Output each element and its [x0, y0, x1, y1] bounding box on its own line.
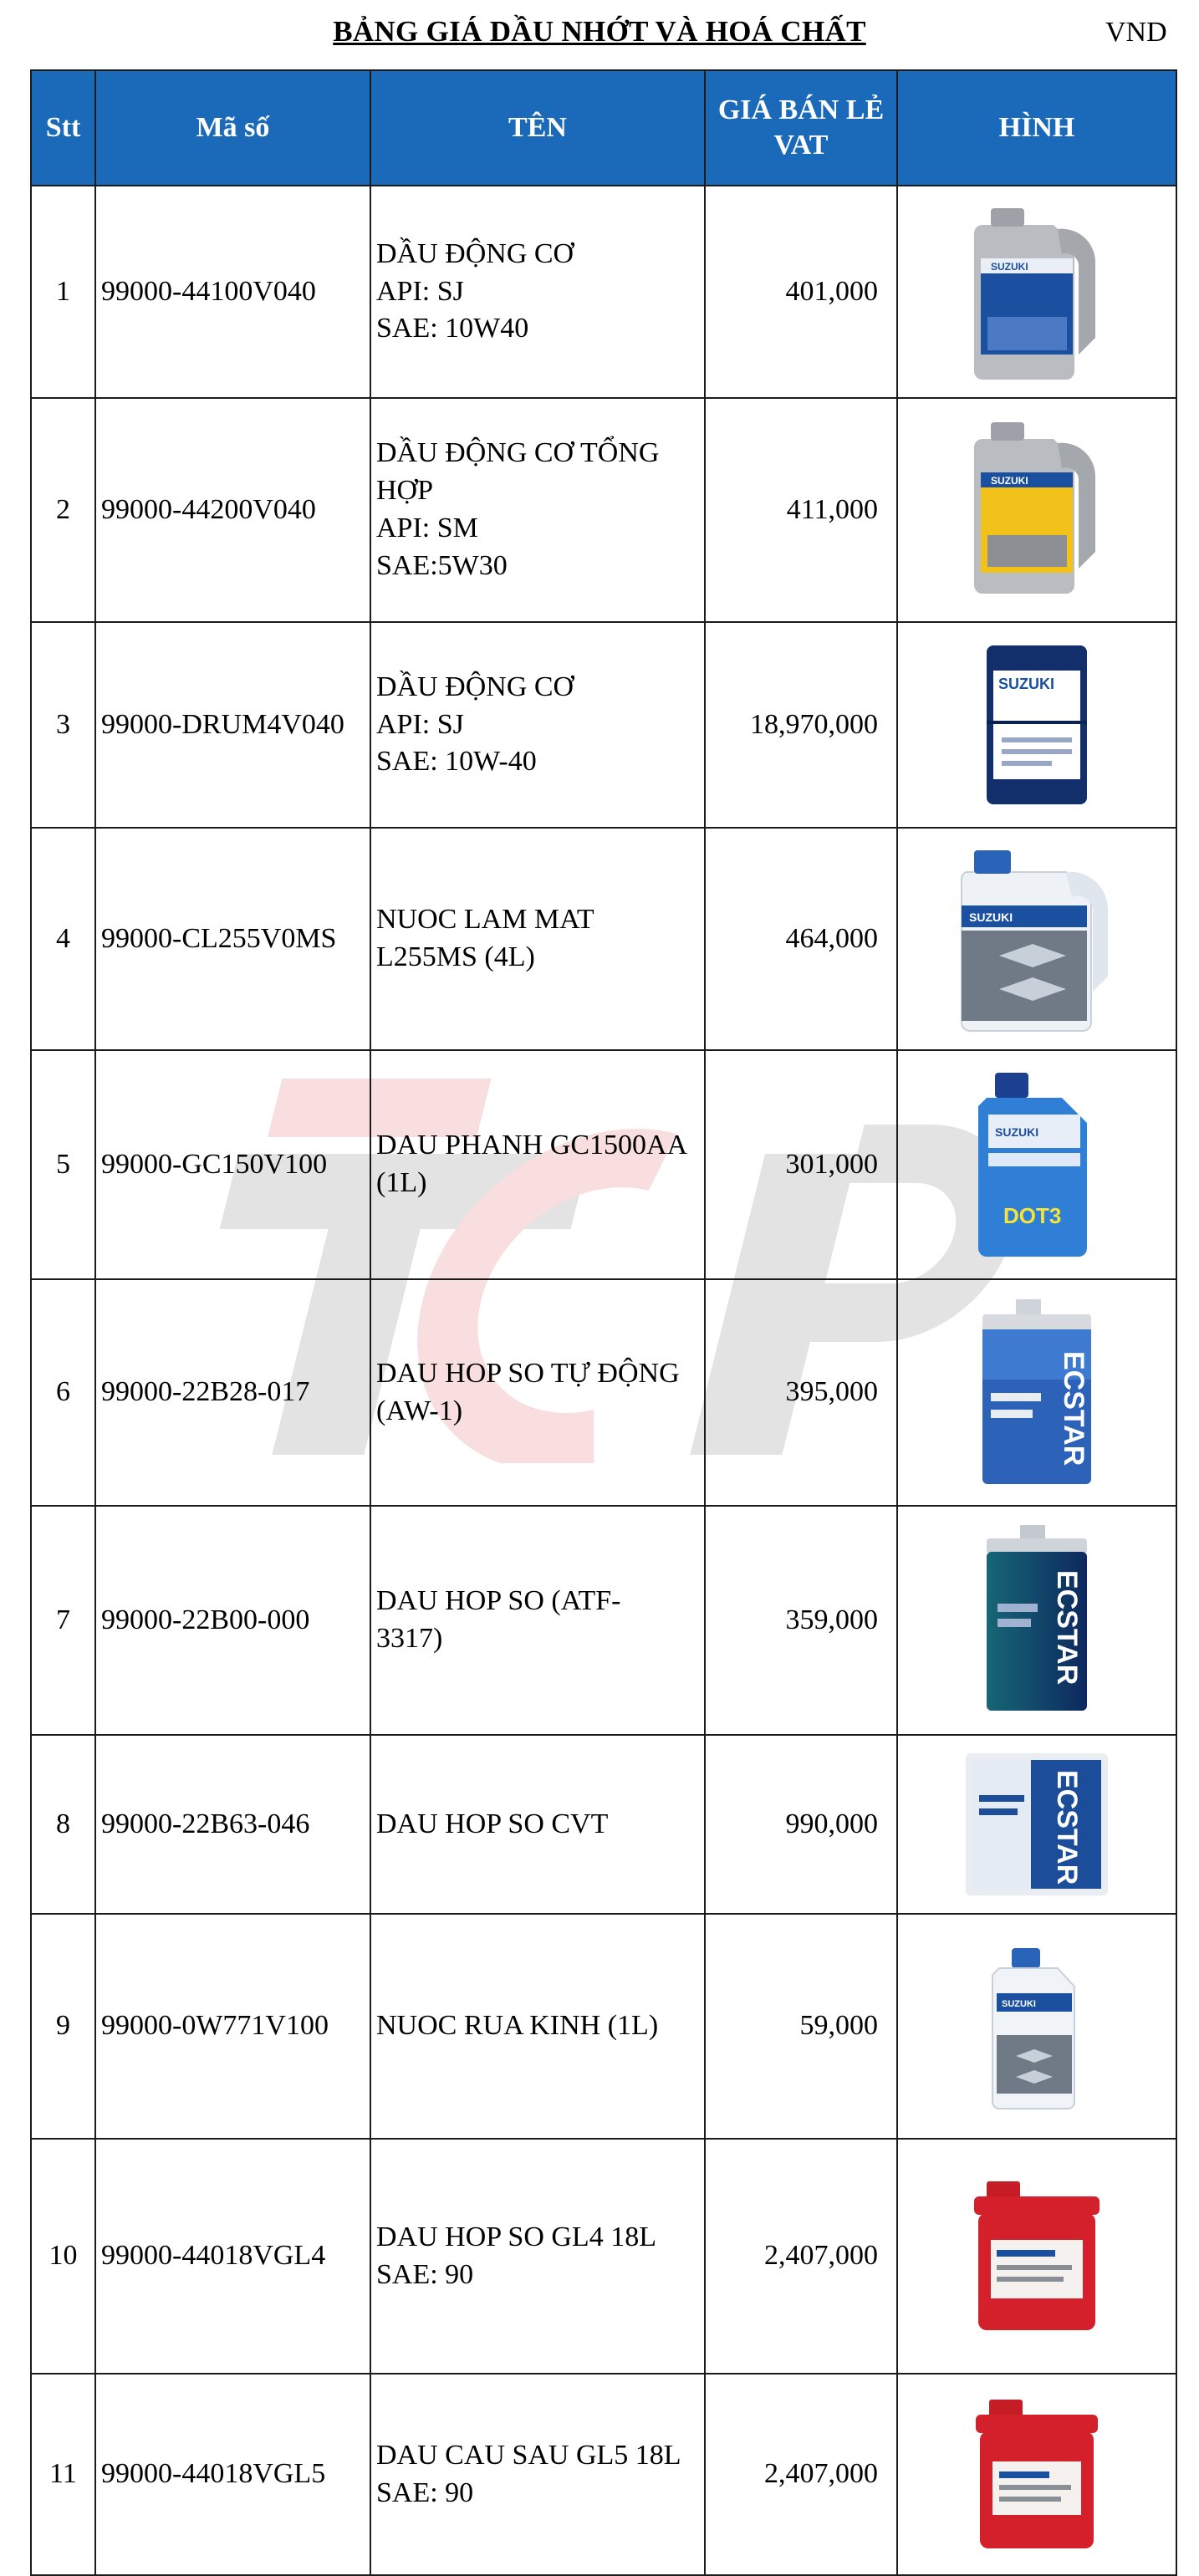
- cell-code: 99000-0W771V100: [95, 1914, 370, 2139]
- name-line: DAU PHANH GC1500AA: [376, 1130, 688, 1161]
- cell-price: 59,000: [705, 1914, 897, 2139]
- washer-fluid-bottle-icon: [987, 1943, 1087, 2110]
- brand-text: DOT3: [1003, 1203, 1062, 1228]
- page-title: BẢNG GIÁ DẦU NHỚT VÀ HOÁ CHẤT: [333, 15, 866, 48]
- name-line: API: SJ: [376, 275, 464, 307]
- cell-price: 395,000: [705, 1279, 897, 1506]
- cell-image: [897, 1735, 1176, 1914]
- column-header-stt: Stt: [31, 70, 95, 186]
- cell-stt: 4: [31, 828, 95, 1050]
- name-line: 3317): [376, 1623, 443, 1654]
- name-line: SAE: 10W40: [376, 313, 529, 344]
- brand-text: SUZUKI: [1002, 1998, 1036, 2009]
- name-line: DẦU ĐỘNG CƠ TỔNG: [376, 437, 660, 469]
- cell-stt: 8: [31, 1735, 95, 1914]
- red-pail-icon: [962, 2173, 1112, 2340]
- brand-text: ECSTAR: [1051, 1570, 1083, 1686]
- table-row: [31, 186, 1176, 398]
- cell-price: 359,000: [705, 1506, 897, 1735]
- cell-code: 99000-22B63-046: [95, 1735, 370, 1914]
- cell-image: [897, 1914, 1176, 2139]
- cell-price: 2,407,000: [705, 2139, 897, 2374]
- cell-image: [897, 1279, 1176, 1506]
- name-line: NUOC RUA KINH (1L): [376, 2010, 659, 2042]
- cell-name: [370, 2374, 705, 2575]
- cell-image: [897, 622, 1176, 828]
- cell-stt: 6: [31, 1279, 95, 1506]
- cell-code: 99000-22B00-000: [95, 1506, 370, 1735]
- column-header-price: GIÁ BÁN LẺ VAT: [705, 70, 897, 186]
- cell-name: [370, 1279, 705, 1506]
- coolant-jug-icon: [949, 839, 1125, 1039]
- cell-code: 99000-44018VGL5: [95, 2374, 370, 2575]
- ecstar-can-icon: [974, 1520, 1100, 1721]
- cell-name: [370, 1506, 705, 1735]
- cell-price: 2,407,000: [705, 2374, 897, 2575]
- cell-price: 464,000: [705, 828, 897, 1050]
- table-row: [31, 622, 1176, 828]
- brand-text: ECSTAR: [1058, 1350, 1089, 1466]
- ecstar-can-icon: [966, 1293, 1108, 1493]
- cell-stt: 9: [31, 1914, 95, 2139]
- brand-text: SUZUKI: [995, 1125, 1039, 1139]
- name-line: SAE:5W30: [376, 549, 508, 581]
- name-line: DAU HOP SO TỰ ĐỘNG: [376, 1357, 680, 1389]
- cell-name: [370, 1914, 705, 2139]
- cell-code: 99000-44200V040: [95, 398, 370, 622]
- cell-code: 99000-GC150V100: [95, 1050, 370, 1279]
- brand-text: SUZUKI: [969, 911, 1013, 924]
- cell-code: 99000-44100V040: [95, 186, 370, 398]
- table-row: [31, 398, 1176, 622]
- cell-code: 99000-44018VGL4: [95, 2139, 370, 2374]
- brake-fluid-bottle-icon: [970, 1064, 1104, 1265]
- cell-name: [370, 1050, 705, 1279]
- cell-code: 99000-CL255V0MS: [95, 828, 370, 1050]
- cell-stt: 1: [31, 186, 95, 398]
- table-header-row: [31, 70, 1176, 186]
- cell-stt: 7: [31, 1506, 95, 1735]
- oil-drum-icon: [978, 637, 1095, 813]
- cell-stt: 5: [31, 1050, 95, 1279]
- cell-image: [897, 398, 1176, 622]
- name-line: API: SJ: [376, 708, 464, 740]
- cell-name: [370, 828, 705, 1050]
- cell-price: 411,000: [705, 398, 897, 622]
- table-row: [31, 828, 1176, 1050]
- table-row: [31, 1279, 1176, 1506]
- cell-price: 18,970,000: [705, 622, 897, 828]
- table-row: [31, 1914, 1176, 2139]
- cell-image: [897, 2374, 1176, 2575]
- brand-text: SUZUKI: [991, 475, 1028, 487]
- oil-jug-icon: [957, 414, 1116, 606]
- brand-text: SUZUKI: [991, 261, 1028, 273]
- name-line: (AW-1): [376, 1395, 463, 1426]
- cell-price: 401,000: [705, 186, 897, 398]
- brand-text: ECSTAR: [1051, 1770, 1083, 1885]
- price-table: [30, 69, 1177, 2576]
- table-row: [31, 2139, 1176, 2374]
- name-line: DAU CAU SAU GL5 18L: [376, 2439, 681, 2471]
- brand-text: SUZUKI: [998, 676, 1054, 692]
- cell-stt: 10: [31, 2139, 95, 2374]
- cell-image: [897, 828, 1176, 1050]
- cell-image: [897, 2139, 1176, 2374]
- name-line: SAE: 10W-40: [376, 746, 537, 778]
- name-line: SAE: 90: [376, 2477, 474, 2508]
- cell-name: [370, 398, 705, 622]
- cell-name: [370, 622, 705, 828]
- table-row: [31, 1050, 1176, 1279]
- name-line: (1L): [376, 1167, 427, 1198]
- column-header-code: Mã số: [95, 70, 370, 186]
- cell-price: 301,000: [705, 1050, 897, 1279]
- name-line: SAE: 90: [376, 2258, 474, 2290]
- cell-code: 99000-DRUM4V040: [95, 622, 370, 828]
- name-line: DẦU ĐỘNG CƠ: [376, 671, 574, 702]
- name-line: API: SM: [376, 513, 478, 543]
- name-line: DẦU ĐỘNG CƠ: [376, 237, 574, 269]
- cell-stt: 3: [31, 622, 95, 828]
- cell-code: 99000-22B28-017: [95, 1279, 370, 1506]
- name-line: HỢP: [376, 475, 434, 507]
- table-row: [31, 1506, 1176, 1735]
- name-line: DAU HOP SO CVT: [376, 1808, 609, 1839]
- name-line: L255MS (4L): [376, 941, 535, 972]
- column-header-name: TÊN: [370, 70, 705, 186]
- cell-image: [897, 186, 1176, 398]
- table-row: [31, 1735, 1176, 1914]
- ecstar-can-icon: [949, 1745, 1125, 1904]
- name-line: NUOC LAM MAT: [376, 904, 594, 936]
- table-row: [31, 2374, 1176, 2575]
- cell-stt: 2: [31, 398, 95, 622]
- cell-stt: 11: [31, 2374, 95, 2575]
- name-line: DAU HOP SO GL4 18L: [376, 2221, 656, 2252]
- cell-name: [370, 2139, 705, 2374]
- currency-label: VND: [1105, 17, 1167, 48]
- cell-image: [897, 1506, 1176, 1735]
- column-header-image: HÌNH: [897, 70, 1176, 186]
- cell-name: [370, 1735, 705, 1914]
- cell-image: [897, 1050, 1176, 1279]
- cell-name: [370, 186, 705, 398]
- red-pail-icon: [966, 2391, 1108, 2558]
- name-line: DAU HOP SO (ATF-: [376, 1585, 621, 1617]
- cell-price: 990,000: [705, 1735, 897, 1914]
- oil-jug-icon: [957, 200, 1116, 384]
